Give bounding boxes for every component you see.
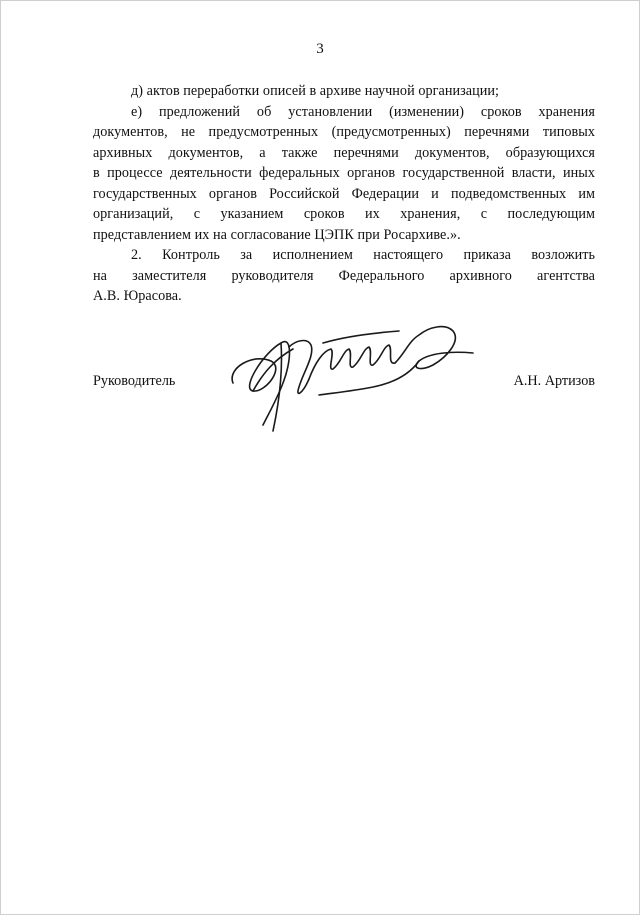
paragraph-line: на заместителя руководителя Федерального архивного агентства — [93, 267, 595, 284]
paragraph-line: государственных органов Российской Федерации и подведомственных им — [93, 185, 595, 202]
page-number: 3 — [316, 41, 324, 57]
paragraph-line: организаций, с указанием сроков их хранения, с последующим — [93, 206, 595, 222]
paragraph-line: е) предложений об установлении (изменении) сроков хранения — [131, 103, 595, 120]
paragraph-line: документов, не предусмотренных (предусмотренных) перечнями типовых — [93, 124, 595, 140]
handwritten-signature-icon — [223, 313, 483, 443]
paragraph-line: А.В. Юрасова. — [93, 288, 182, 304]
paragraph-e — [93, 102, 595, 246]
paragraph-control — [93, 245, 595, 307]
paragraph-d: д) актов переработки описей в архиве научной организации; — [131, 83, 500, 99]
paragraph-line: представлением их на согласование ЦЭПК при Росархиве.». — [93, 226, 461, 243]
paragraph-line: 2. Контроль за исполнением настоящего приказа возложить — [131, 247, 595, 263]
signatory-role: Руководитель — [93, 373, 176, 389]
paragraph-line: в процессе деятельности федеральных органов государственной власти, иных — [93, 165, 595, 181]
document-body — [93, 81, 595, 307]
signatory-name: А.Н. Артизов — [513, 373, 595, 389]
paragraph-line: архивных документов, а также перечнями документов, образующихся — [93, 144, 595, 161]
